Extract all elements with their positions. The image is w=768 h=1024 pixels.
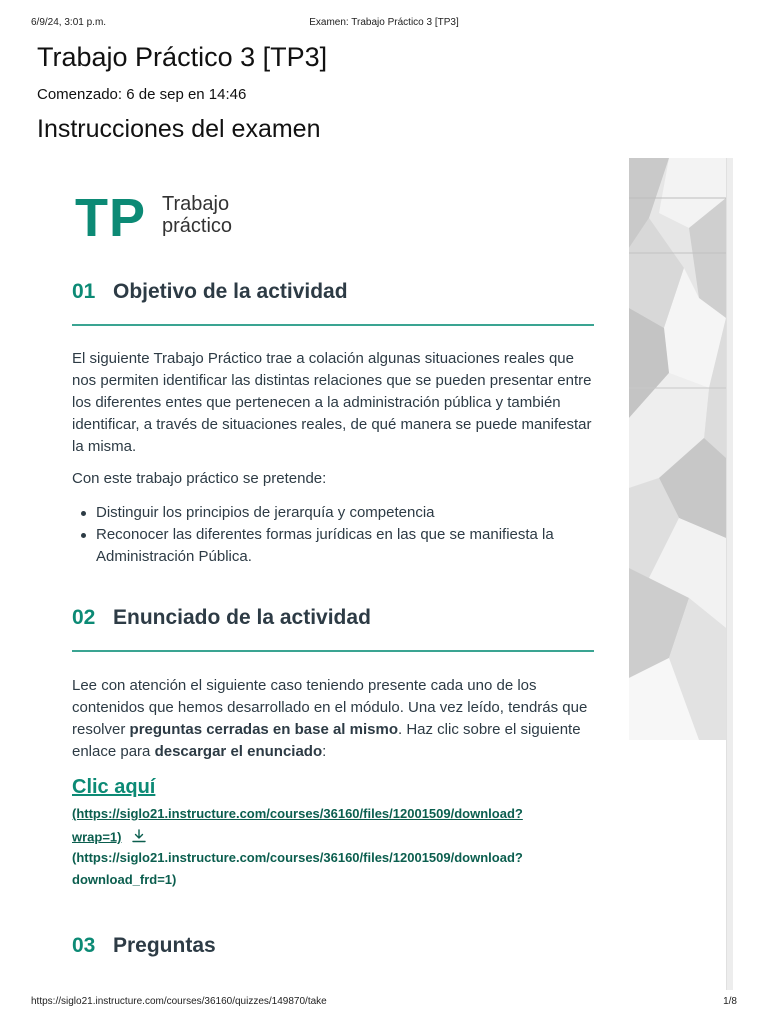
download-icon[interactable] bbox=[131, 828, 147, 848]
download-url-text[interactable]: (https://siglo21.instructure.com/courses/36160/files/12001509/download? bbox=[72, 850, 523, 865]
section-number: 01 bbox=[72, 280, 96, 303]
print-footer bbox=[31, 996, 737, 1010]
statement-text: : bbox=[322, 743, 327, 760]
section-number: 02 bbox=[72, 606, 96, 629]
statement-bold: descargar el enunciado bbox=[154, 743, 323, 760]
download-url-link-continued[interactable] bbox=[72, 872, 176, 888]
statement-text: . Haz clic sobre el siguiente enlace para bbox=[72, 721, 581, 760]
list-item: Distinguir los principios de jerarquía y competencia bbox=[72, 502, 594, 524]
file-url-link[interactable] bbox=[72, 806, 523, 822]
page-title: Trabajo Práctico 3 [TP3] bbox=[37, 42, 328, 72]
objective-intro: Con este trabajo práctico se pretende: bbox=[72, 470, 327, 487]
logo-mark: TP bbox=[75, 188, 147, 248]
objective-list bbox=[72, 502, 594, 568]
section-title: Enunciado de la actividad bbox=[113, 606, 371, 629]
page-number: 1/8 bbox=[723, 996, 737, 1007]
started-value: 6 de sep en 14:46 bbox=[126, 86, 247, 103]
download-url-text[interactable]: download_frd=1) bbox=[72, 872, 177, 887]
page-url: https://siglo21.instructure.com/courses/36160/quizzes/149870/take bbox=[31, 996, 327, 1007]
file-url-link-continued[interactable] bbox=[72, 828, 147, 848]
print-page-title: Examen: Trabajo Práctico 3 [TP3] bbox=[309, 17, 459, 28]
started-info bbox=[37, 86, 246, 103]
print-date: 6/9/24, 3:01 p.m. bbox=[31, 17, 107, 28]
section-number: 03 bbox=[72, 934, 96, 957]
file-url-text[interactable]: wrap=1) bbox=[72, 829, 122, 845]
download-url-link[interactable] bbox=[72, 850, 523, 866]
section-divider bbox=[72, 324, 594, 326]
decorative-side-image bbox=[629, 158, 726, 740]
instructions-title: Instrucciones del examen bbox=[37, 115, 321, 143]
started-label: Comenzado: bbox=[37, 86, 123, 103]
objective-paragraph: El siguiente Trabajo Práctico trae a colación algunas situaciones reales que nos permiten identificar las distintas relaciones que se pueden presentar entre los diferentes entes que pertenecen a la administración pública y también identificar, a través de situaciones reales, de qué manera se puede manifestar la misma. bbox=[72, 350, 592, 455]
statement-paragraph bbox=[72, 675, 594, 763]
file-url-text[interactable]: (https://siglo21.instructure.com/courses/36160/files/12001509/download? bbox=[72, 806, 523, 821]
statement-bold: preguntas cerradas en base al mismo bbox=[129, 721, 398, 738]
section-title: Objetivo de la actividad bbox=[113, 280, 348, 303]
section-divider bbox=[72, 650, 594, 652]
logo-line-1: Trabajo bbox=[162, 193, 230, 215]
print-header bbox=[31, 17, 737, 31]
decorative-pattern bbox=[629, 158, 726, 740]
download-statement-link[interactable]: Clic aquí bbox=[72, 776, 156, 798]
scrollbar[interactable] bbox=[726, 158, 733, 990]
logo-line-2: práctico bbox=[162, 215, 233, 237]
section-title: Preguntas bbox=[113, 934, 216, 957]
logo-text bbox=[162, 193, 232, 237]
list-item: Reconocer las diferentes formas jurídicas en las que se manifiesta la Administración Pública. bbox=[72, 524, 594, 568]
statement-text: Lee con atención el siguiente caso teniendo presente cada uno de los contenidos que hemos desarrollado en el módulo. Una vez leído, tendrás que resolver bbox=[72, 677, 588, 738]
